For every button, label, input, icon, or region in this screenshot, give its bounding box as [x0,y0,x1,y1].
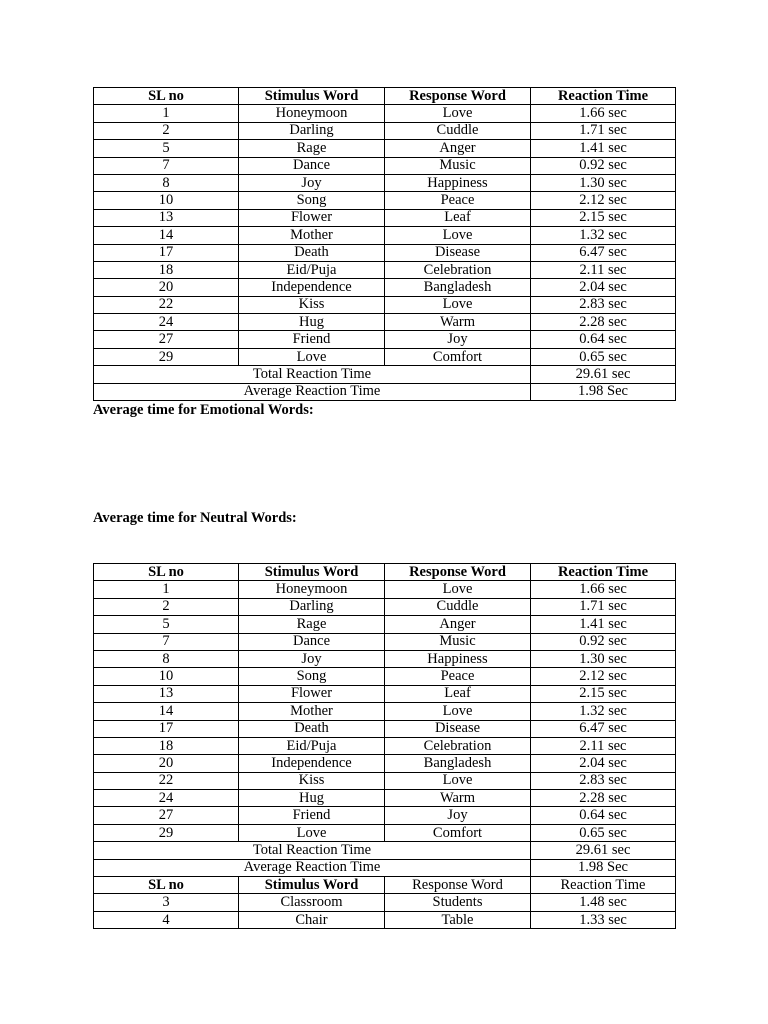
emotional-words-table [93,87,676,401]
table-row [94,633,676,650]
stimulus-word-cell: Rage [239,140,385,157]
stimulus-word-cell: Friend [239,331,385,348]
reaction-time-cell: 0.65 sec [531,824,676,841]
stimulus-word-cell: Love [239,348,385,365]
stimulus-word-cell: Mother [239,703,385,720]
response-word-cell: Love [385,703,531,720]
sl-no-cell: 14 [94,227,239,244]
reaction-time-cell: 2.15 sec [531,209,676,226]
reaction-time-cell: 2.83 sec [531,772,676,789]
reaction-time-cell: 1.30 sec [531,174,676,191]
reaction-time-cell: 0.92 sec [531,157,676,174]
response-word-cell: Cuddle [385,598,531,615]
stimulus-word-cell: Dance [239,157,385,174]
stimulus-word-cell: Flower [239,209,385,226]
table-row [94,703,676,720]
total-reaction-row-value: 29.61 sec [531,366,676,383]
table-row [94,279,676,296]
reaction-time-cell: 2.11 sec [531,737,676,754]
reaction-time-cell: 1.41 sec [531,616,676,633]
response-word-cell: Students [385,894,531,911]
sl-no-cell: 24 [94,314,239,331]
stimulus-word-cell: Kiss [239,296,385,313]
reaction-time-cell: 1.30 sec [531,650,676,667]
reaction-time-cell: 2.04 sec [531,279,676,296]
reaction-time-cell: 1.48 sec [531,894,676,911]
average-reaction-row-value: 1.98 Sec [531,383,676,400]
stimulus-word-cell: Darling [239,122,385,139]
table-row [94,598,676,615]
sl-no-cell: 24 [94,790,239,807]
table-row [94,209,676,226]
column-header: Reaction Time [531,564,676,581]
sl-no-cell: 10 [94,668,239,685]
table-row [94,755,676,772]
table-row [94,348,676,365]
sl-no-cell: 1 [94,581,239,598]
table-row [94,244,676,261]
column-header: Response Word [385,877,531,894]
neutral-table-body [94,564,676,929]
table-row [94,314,676,331]
table-row [94,192,676,209]
sl-no-cell: 22 [94,296,239,313]
column-header: SL no [94,88,239,105]
reaction-time-cell: 1.32 sec [531,703,676,720]
sl-no-cell: 20 [94,279,239,296]
response-word-cell: Leaf [385,685,531,702]
reaction-time-cell: 0.65 sec [531,348,676,365]
stimulus-word-cell: Eid/Puja [239,737,385,754]
total-reaction-row-value: 29.61 sec [531,842,676,859]
column-header: Reaction Time [531,877,676,894]
table-row [94,824,676,841]
table-row [94,105,676,122]
stimulus-word-cell: Kiss [239,772,385,789]
table-row [94,227,676,244]
table-row [94,331,676,348]
sl-no-cell: 13 [94,685,239,702]
neutral-words-table [93,563,676,929]
sl-no-cell: 22 [94,772,239,789]
neutral-words-caption: Average time for Neutral Words: [93,510,297,526]
response-word-cell: Love [385,105,531,122]
response-word-cell: Warm [385,790,531,807]
average-reaction-row-label: Average Reaction Time [94,383,531,400]
response-word-cell: Peace [385,192,531,209]
response-word-cell: Comfort [385,824,531,841]
sl-no-cell: 3 [94,894,239,911]
sl-no-cell: 4 [94,911,239,928]
stimulus-word-cell: Chair [239,911,385,928]
reaction-time-cell: 0.92 sec [531,633,676,650]
table-row [94,720,676,737]
table-row [94,296,676,313]
reaction-time-cell: 1.71 sec [531,598,676,615]
stimulus-word-cell: Love [239,824,385,841]
sl-no-cell: 5 [94,616,239,633]
sl-no-cell: 17 [94,244,239,261]
response-word-cell: Joy [385,807,531,824]
table-row [94,807,676,824]
reaction-time-cell: 0.64 sec [531,807,676,824]
sl-no-cell: 8 [94,174,239,191]
table-row [94,772,676,789]
reaction-time-cell: 2.11 sec [531,261,676,278]
average-reaction-row-label: Average Reaction Time [94,859,531,876]
response-word-cell: Disease [385,244,531,261]
response-word-cell: Love [385,581,531,598]
stimulus-word-cell: Independence [239,279,385,296]
column-header: Response Word [385,564,531,581]
sl-no-cell: 29 [94,824,239,841]
response-word-cell: Comfort [385,348,531,365]
response-word-cell: Anger [385,616,531,633]
stimulus-word-cell: Darling [239,598,385,615]
response-word-cell: Music [385,633,531,650]
response-word-cell: Music [385,157,531,174]
response-word-cell: Celebration [385,261,531,278]
reaction-time-cell: 2.15 sec [531,685,676,702]
reaction-time-cell: 1.32 sec [531,227,676,244]
sl-no-cell: 13 [94,209,239,226]
table-row [94,737,676,754]
sl-no-cell: 17 [94,720,239,737]
column-header: Reaction Time [531,88,676,105]
reaction-time-cell: 1.41 sec [531,140,676,157]
stimulus-word-cell: Song [239,192,385,209]
table-row [94,174,676,191]
reaction-time-cell: 2.28 sec [531,314,676,331]
table-row [94,581,676,598]
response-word-cell: Cuddle [385,122,531,139]
sl-no-cell: 2 [94,122,239,139]
emotional-words-caption: Average time for Emotional Words: [93,402,314,418]
reaction-time-cell: 1.66 sec [531,581,676,598]
response-word-cell: Warm [385,314,531,331]
reaction-time-cell: 6.47 sec [531,244,676,261]
stimulus-word-cell: Hug [239,790,385,807]
table-header-row [94,877,676,894]
stimulus-word-cell: Rage [239,616,385,633]
average-reaction-row-value: 1.98 Sec [531,859,676,876]
reaction-time-cell: 2.28 sec [531,790,676,807]
average-reaction-row [94,383,676,400]
stimulus-word-cell: Eid/Puja [239,261,385,278]
sl-no-cell: 29 [94,348,239,365]
stimulus-word-cell: Hug [239,314,385,331]
reaction-time-cell: 2.12 sec [531,668,676,685]
sl-no-cell: 7 [94,633,239,650]
total-reaction-row-label: Total Reaction Time [94,366,531,383]
response-word-cell: Anger [385,140,531,157]
stimulus-word-cell: Independence [239,755,385,772]
table-row [94,668,676,685]
column-header: Stimulus Word [239,564,385,581]
column-header: SL no [94,564,239,581]
sl-no-cell: 18 [94,261,239,278]
reaction-time-cell: 2.04 sec [531,755,676,772]
reaction-time-cell: 6.47 sec [531,720,676,737]
column-header: SL no [94,877,239,894]
response-word-cell: Joy [385,331,531,348]
table-row [94,140,676,157]
sl-no-cell: 8 [94,650,239,667]
response-word-cell: Leaf [385,209,531,226]
sl-no-cell: 2 [94,598,239,615]
table-header-row [94,88,676,105]
sl-no-cell: 1 [94,105,239,122]
response-word-cell: Love [385,772,531,789]
table-row [94,685,676,702]
stimulus-word-cell: Death [239,244,385,261]
stimulus-word-cell: Song [239,668,385,685]
sl-no-cell: 14 [94,703,239,720]
total-reaction-row-label: Total Reaction Time [94,842,531,859]
sl-no-cell: 10 [94,192,239,209]
column-header: Response Word [385,88,531,105]
emotional-table-body [94,88,676,401]
table-row [94,616,676,633]
sl-no-cell: 20 [94,755,239,772]
reaction-time-cell: 2.83 sec [531,296,676,313]
column-header: Stimulus Word [239,88,385,105]
response-word-cell: Happiness [385,650,531,667]
response-word-cell: Happiness [385,174,531,191]
table-header-row [94,564,676,581]
response-word-cell: Bangladesh [385,279,531,296]
reaction-time-cell: 1.71 sec [531,122,676,139]
stimulus-word-cell: Honeymoon [239,581,385,598]
reaction-time-cell: 2.12 sec [531,192,676,209]
response-word-cell: Disease [385,720,531,737]
table-row [94,157,676,174]
stimulus-word-cell: Friend [239,807,385,824]
sl-no-cell: 5 [94,140,239,157]
response-word-cell: Peace [385,668,531,685]
sl-no-cell: 18 [94,737,239,754]
stimulus-word-cell: Joy [239,650,385,667]
table-row [94,650,676,667]
reaction-time-cell: 0.64 sec [531,331,676,348]
table-row [94,894,676,911]
table-row [94,122,676,139]
stimulus-word-cell: Honeymoon [239,105,385,122]
table-row [94,261,676,278]
total-reaction-row [94,842,676,859]
table-row [94,790,676,807]
sl-no-cell: 27 [94,807,239,824]
average-reaction-row [94,859,676,876]
reaction-time-cell: 1.66 sec [531,105,676,122]
sl-no-cell: 7 [94,157,239,174]
stimulus-word-cell: Joy [239,174,385,191]
response-word-cell: Celebration [385,737,531,754]
stimulus-word-cell: Flower [239,685,385,702]
stimulus-word-cell: Classroom [239,894,385,911]
response-word-cell: Bangladesh [385,755,531,772]
stimulus-word-cell: Mother [239,227,385,244]
stimulus-word-cell: Death [239,720,385,737]
response-word-cell: Table [385,911,531,928]
column-header: Stimulus Word [239,877,385,894]
stimulus-word-cell: Dance [239,633,385,650]
reaction-time-cell: 1.33 sec [531,911,676,928]
sl-no-cell: 27 [94,331,239,348]
table-row [94,911,676,928]
response-word-cell: Love [385,296,531,313]
total-reaction-row [94,366,676,383]
response-word-cell: Love [385,227,531,244]
